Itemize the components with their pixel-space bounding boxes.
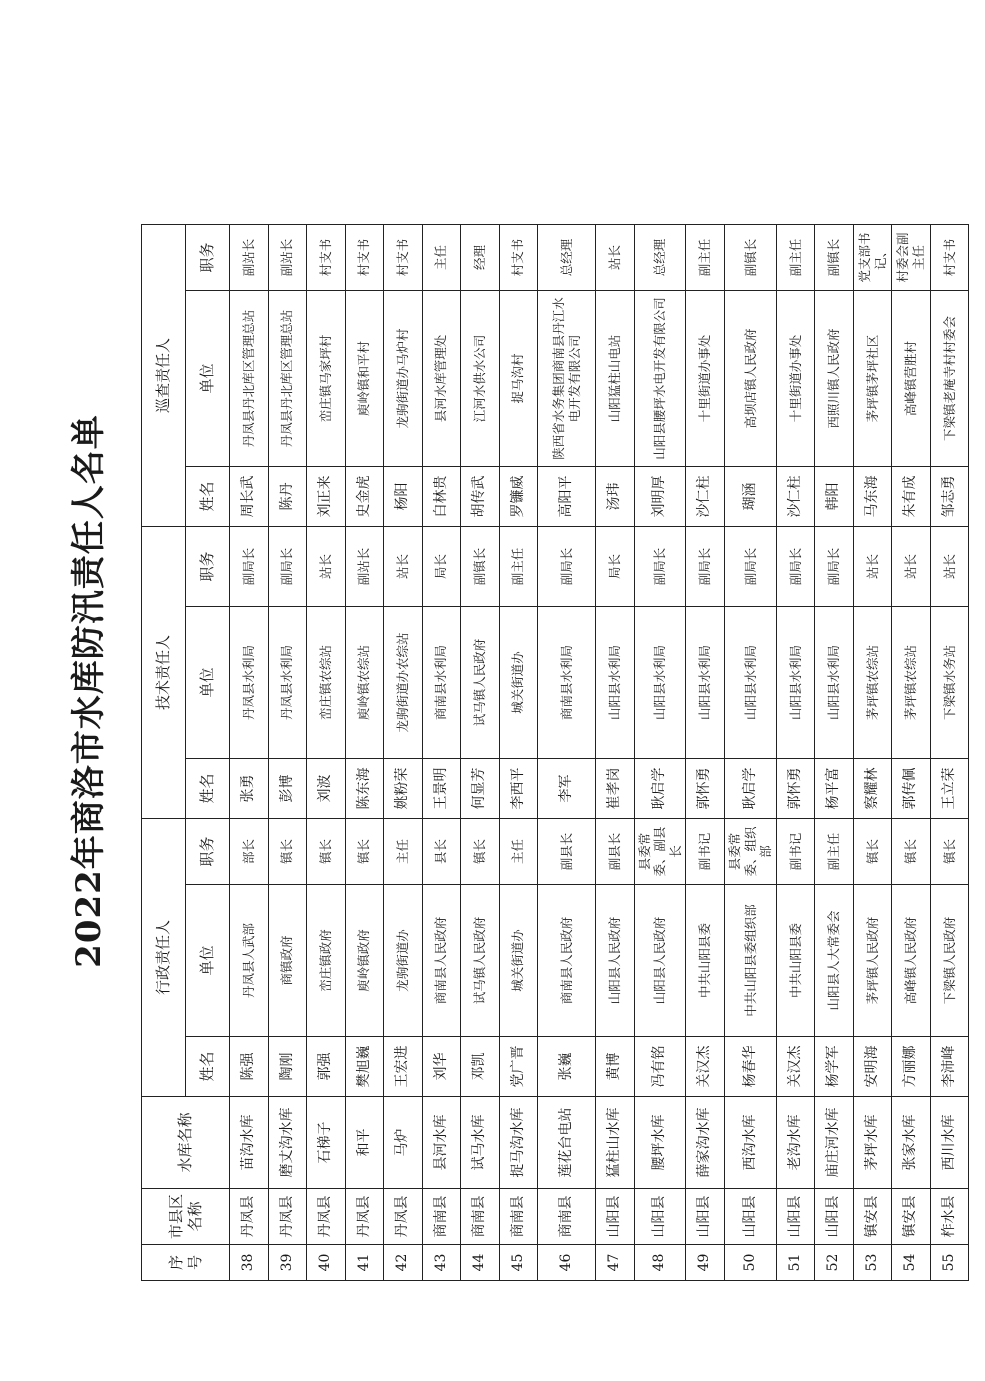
cell-admin-name: 陶刚 [268,1036,307,1096]
cell-patrol-name: 周长武 [229,466,268,526]
cell-seq: 38 [229,1244,268,1280]
cell-tech-unit: 城关街道办 [499,606,538,758]
cell-seq: 39 [268,1244,307,1280]
cell-county: 山阳县 [814,1188,853,1244]
cell-patrol-name: 马东海 [853,466,892,526]
cell-reservoir: 和平 [345,1096,384,1188]
table-row [853,224,892,1280]
cell-reservoir: 试马水库 [460,1096,499,1188]
rotated-page [53,11,957,1371]
cell-patrol-unit: 龙驹街道办马炉村 [383,290,422,466]
cell-seq: 46 [537,1244,595,1280]
cell-county: 丹凤县 [229,1188,268,1244]
cell-admin-name: 方丽娜 [891,1036,930,1096]
cell-patrol-unit: 山阳县腰坪水电开发有限公司 [634,290,686,466]
cell-tech-unit: 山阳县水利局 [634,606,686,758]
cell-admin-name: 张巍 [537,1036,595,1096]
cell-reservoir: 马炉 [383,1096,422,1188]
cell-reservoir: 茅坪水库 [853,1096,892,1188]
cell-admin-position: 镇长 [345,818,384,884]
cell-admin-name: 安明海 [853,1036,892,1096]
cell-tech-name: 郭怀勇 [685,758,724,818]
cell-patrol-name: 胡传武 [460,466,499,526]
cell-tech-name: 刘波 [306,758,345,818]
cell-seq: 54 [891,1244,930,1280]
cell-admin-unit: 商南县人民政府 [537,884,595,1036]
header-tech-unit: 单位 [185,606,229,758]
cell-reservoir: 石梯子 [306,1096,345,1188]
cell-patrol-unit: 茅坪镇茅坪社区 [853,290,892,466]
cell-patrol-position: 副站长 [229,224,268,290]
cell-admin-unit: 中共山阳县委 [685,884,724,1036]
cell-admin-position: 镇长 [891,818,930,884]
cell-tech-position: 副局长 [724,526,776,606]
cell-admin-position: 县委常委、副县长 [634,818,686,884]
table-row [306,224,345,1280]
cell-patrol-name: 邹志勇 [930,466,969,526]
cell-tech-unit: 试马镇人民政府 [460,606,499,758]
cell-tech-position: 站长 [891,526,930,606]
cell-admin-name: 王宏进 [383,1036,422,1096]
cell-reservoir: 西沟水库 [724,1096,776,1188]
header-tech-name: 姓名 [185,758,229,818]
cell-admin-position: 镇长 [930,818,969,884]
cell-patrol-unit: 江河水供水公司 [460,290,499,466]
cell-tech-name: 何显芳 [460,758,499,818]
cell-patrol-position: 副站长 [268,224,307,290]
cell-admin-position: 副县长 [595,818,634,884]
cell-admin-position: 主任 [383,818,422,884]
cell-county: 柞水县 [930,1188,969,1244]
cell-patrol-unit: 高峰镇营胜村 [891,290,930,466]
cell-admin-unit: 高峰镇人民政府 [891,884,930,1036]
cell-seq: 49 [685,1244,724,1280]
cell-patrol-unit: 下梁镇老庵寺村村委会 [930,290,969,466]
cell-seq: 45 [499,1244,538,1280]
cell-tech-position: 副局长 [229,526,268,606]
cell-admin-name: 关汉杰 [685,1036,724,1096]
cell-reservoir: 捉马沟水库 [499,1096,538,1188]
cell-county: 山阳县 [724,1188,776,1244]
cell-patrol-name: 罗镰威 [499,466,538,526]
cell-seq: 47 [595,1244,634,1280]
table-row [685,224,724,1280]
cell-patrol-unit: 丹凤县丹北库区管理总站 [229,290,268,466]
table-row [460,224,499,1280]
header-patrol-name: 姓名 [185,466,229,526]
cell-seq: 40 [306,1244,345,1280]
cell-reservoir: 庙庄河水库 [814,1096,853,1188]
cell-patrol-unit: 峦庄镇马家坪村 [306,290,345,466]
cell-admin-name: 陈强 [229,1036,268,1096]
header-admin-name: 姓名 [185,1036,229,1096]
cell-patrol-unit: 西照川镇人民政府 [814,290,853,466]
cell-seq: 53 [853,1244,892,1280]
header-seq: 序号 [141,1244,229,1280]
cell-admin-unit: 试马镇人民政府 [460,884,499,1036]
cell-patrol-name: 韩阳 [814,466,853,526]
cell-county: 丹凤县 [383,1188,422,1244]
header-patrol-group: 巡查责任人 [141,224,185,526]
cell-tech-name: 李西平 [499,758,538,818]
cell-admin-name: 冯有铭 [634,1036,686,1096]
cell-tech-unit: 山阳县水利局 [814,606,853,758]
cell-patrol-unit: 高坝店镇人民政府 [724,290,776,466]
cell-tech-unit: 丹凤县水利局 [268,606,307,758]
cell-patrol-position: 经理 [460,224,499,290]
cell-seq: 41 [345,1244,384,1280]
cell-admin-position: 镇长 [853,818,892,884]
cell-admin-unit: 峦庄镇政府 [306,884,345,1036]
responsibility-table [141,224,969,1281]
cell-tech-position: 副局长 [537,526,595,606]
cell-seq: 48 [634,1244,686,1280]
cell-admin-unit: 下梁镇人民政府 [930,884,969,1036]
header-admin-group: 行政责任人 [141,818,185,1096]
cell-reservoir: 磨丈沟水库 [268,1096,307,1188]
cell-tech-unit: 山阳县水利局 [685,606,724,758]
cell-patrol-position: 村支书 [499,224,538,290]
cell-tech-position: 站长 [306,526,345,606]
cell-admin-unit: 山阳县人民政府 [634,884,686,1036]
cell-tech-position: 站长 [853,526,892,606]
cell-patrol-position: 副镇长 [724,224,776,290]
cell-tech-position: 站长 [383,526,422,606]
cell-admin-name: 樊旭巍 [345,1036,384,1096]
cell-admin-unit: 龙驹街道办 [383,884,422,1036]
header-admin-unit: 单位 [185,884,229,1036]
cell-reservoir: 苗沟水库 [229,1096,268,1188]
cell-admin-unit: 丹凤县人武部 [229,884,268,1036]
cell-seq: 50 [724,1244,776,1280]
cell-county: 山阳县 [776,1188,815,1244]
cell-admin-name: 党广晋 [499,1036,538,1096]
table-row [345,224,384,1280]
cell-patrol-name: 沙仁柱 [685,466,724,526]
table-row [422,224,461,1280]
table-row [537,224,595,1280]
header-tech-position: 职务 [185,526,229,606]
cell-tech-name: 王立荣 [930,758,969,818]
cell-admin-unit: 山阳县人民政府 [595,884,634,1036]
cell-admin-position: 部长 [229,818,268,884]
cell-admin-unit: 庾岭镇政府 [345,884,384,1036]
cell-admin-position: 镇长 [306,818,345,884]
cell-tech-position: 站长 [930,526,969,606]
cell-patrol-position: 村委会副主任 [891,224,930,290]
cell-admin-position: 副书记 [685,818,724,884]
cell-county: 镇安县 [891,1188,930,1244]
cell-admin-name: 郭强 [306,1036,345,1096]
cell-patrol-name: 白林贵 [422,466,461,526]
cell-admin-name: 杨学军 [814,1036,853,1096]
cell-tech-unit: 商南县水利局 [422,606,461,758]
cell-tech-name: 姚粉荣 [383,758,422,818]
cell-county: 山阳县 [685,1188,724,1244]
cell-patrol-position: 村支书 [345,224,384,290]
table-row [724,224,776,1280]
header-admin-position: 职务 [185,818,229,884]
cell-admin-name: 关汉杰 [776,1036,815,1096]
cell-patrol-unit: 县河水库管理处 [422,290,461,466]
cell-tech-name: 耿启学 [634,758,686,818]
cell-patrol-position: 主任 [422,224,461,290]
cell-tech-position: 副镇长 [460,526,499,606]
cell-admin-position: 镇长 [460,818,499,884]
cell-patrol-unit: 十里街道办事处 [685,290,724,466]
cell-tech-position: 副局长 [268,526,307,606]
cell-admin-position: 县委常委、组织部 [724,818,776,884]
cell-admin-position: 副主任 [814,818,853,884]
cell-admin-unit: 城关街道办 [499,884,538,1036]
cell-reservoir: 莲花台电站 [537,1096,595,1188]
cell-admin-name: 邓凯 [460,1036,499,1096]
cell-tech-unit: 茅坪镇农综站 [891,606,930,758]
cell-tech-position: 副站长 [345,526,384,606]
cell-patrol-name: 刘正来 [306,466,345,526]
cell-seq: 43 [422,1244,461,1280]
cell-admin-name: 黄博 [595,1036,634,1096]
table-row [268,224,307,1280]
cell-patrol-position: 站长 [595,224,634,290]
cell-seq: 51 [776,1244,815,1280]
cell-tech-name: 彭博 [268,758,307,818]
table-row [814,224,853,1280]
cell-county: 丹凤县 [268,1188,307,1244]
cell-tech-position: 局长 [422,526,461,606]
cell-admin-position: 副书记 [776,818,815,884]
cell-patrol-position: 总经理 [634,224,686,290]
cell-tech-unit: 龙驹街道办农综站 [383,606,422,758]
cell-patrol-position: 村支书 [306,224,345,290]
cell-patrol-name: 高阳平 [537,466,595,526]
cell-patrol-unit: 捉马沟村 [499,290,538,466]
cell-tech-name: 耿启学 [724,758,776,818]
cell-county: 商南县 [460,1188,499,1244]
cell-reservoir: 张家水库 [891,1096,930,1188]
header-patrol-unit: 单位 [185,290,229,466]
cell-county: 商南县 [422,1188,461,1244]
cell-tech-name: 崔孝岗 [595,758,634,818]
table-row [634,224,686,1280]
header-reservoir: 水库名称 [141,1096,229,1188]
cell-seq: 44 [460,1244,499,1280]
cell-county: 丹凤县 [306,1188,345,1244]
cell-tech-name: 郭怀勇 [776,758,815,818]
table-row [891,224,930,1280]
cell-patrol-name: 杨阳 [383,466,422,526]
cell-admin-position: 副县长 [537,818,595,884]
cell-tech-name: 杨平富 [814,758,853,818]
cell-county: 丹凤县 [345,1188,384,1244]
cell-admin-unit: 山阳县人大常委会 [814,884,853,1036]
cell-patrol-name: 陈丹 [268,466,307,526]
cell-admin-name: 杨春华 [724,1036,776,1096]
cell-tech-name: 察耀林 [853,758,892,818]
cell-reservoir: 老沟水库 [776,1096,815,1188]
cell-patrol-unit: 丹凤县丹北库区管理总站 [268,290,307,466]
cell-county: 山阳县 [634,1188,686,1244]
cell-patrol-unit: 陕西省水务集团商南县丹江水电开发有限公司 [537,290,595,466]
cell-tech-unit: 山阳县水利局 [724,606,776,758]
cell-seq: 55 [930,1244,969,1280]
cell-tech-unit: 庾岭镇农综站 [345,606,384,758]
header-patrol-position: 职务 [185,224,229,290]
cell-patrol-position: 党支部书记、 [853,224,892,290]
cell-admin-position: 县长 [422,818,461,884]
cell-county: 商南县 [537,1188,595,1244]
cell-patrol-name: 汤玮 [595,466,634,526]
cell-tech-name: 李军 [537,758,595,818]
cell-reservoir: 西川水库 [930,1096,969,1188]
cell-admin-name: 刘华 [422,1036,461,1096]
table-row [499,224,538,1280]
cell-reservoir: 县河水库 [422,1096,461,1188]
table-row [229,224,268,1280]
cell-admin-unit: 中共山阳县委组织部 [724,884,776,1036]
table-row [930,224,969,1280]
table-row [776,224,815,1280]
cell-reservoir: 猛柱山水库 [595,1096,634,1188]
cell-patrol-name: 沙仁柱 [776,466,815,526]
cell-county: 商南县 [499,1188,538,1244]
document-title: 2022年商洛市水库防汛责任人名单 [68,413,109,968]
cell-patrol-name: 瑚涵 [724,466,776,526]
cell-tech-position: 副主任 [499,526,538,606]
cell-tech-unit: 茅坪镇农综站 [853,606,892,758]
cell-reservoir: 薛家沟水库 [685,1096,724,1188]
table-body [229,224,968,1280]
cell-patrol-name: 刘明厚 [634,466,686,526]
cell-county: 镇安县 [853,1188,892,1244]
cell-county: 山阳县 [595,1188,634,1244]
cell-admin-position: 镇长 [268,818,307,884]
cell-tech-name: 王景明 [422,758,461,818]
cell-reservoir: 腰坪水库 [634,1096,686,1188]
table-row [383,224,422,1280]
table-row [595,224,634,1280]
cell-patrol-unit: 十里街道办事处 [776,290,815,466]
header-tech-group: 技术责任人 [141,526,185,818]
cell-tech-position: 副局长 [776,526,815,606]
cell-tech-unit: 商南县水利局 [537,606,595,758]
cell-tech-name: 郭传佩 [891,758,930,818]
cell-tech-position: 局长 [595,526,634,606]
cell-admin-position: 主任 [499,818,538,884]
cell-patrol-name: 朱有成 [891,466,930,526]
cell-admin-unit: 茅坪镇人民政府 [853,884,892,1036]
cell-tech-unit: 山阳县水利局 [595,606,634,758]
cell-seq: 52 [814,1244,853,1280]
cell-tech-position: 副局长 [634,526,686,606]
cell-tech-unit: 下梁镇水务站 [930,606,969,758]
cell-seq: 42 [383,1244,422,1280]
cell-tech-unit: 峦庄镇农综站 [306,606,345,758]
cell-patrol-position: 副主任 [776,224,815,290]
cell-admin-unit: 商南县人民政府 [422,884,461,1036]
cell-patrol-position: 村支书 [383,224,422,290]
cell-tech-position: 副局长 [685,526,724,606]
cell-admin-unit: 商镇政府 [268,884,307,1036]
cell-tech-unit: 山阳县水利局 [776,606,815,758]
cell-admin-name: 李沛峰 [930,1036,969,1096]
cell-admin-unit: 中共山阳县委 [776,884,815,1036]
cell-patrol-name: 史金虎 [345,466,384,526]
cell-patrol-position: 副镇长 [814,224,853,290]
cell-patrol-unit: 山阳猛柱山电站 [595,290,634,466]
cell-tech-position: 副局长 [814,526,853,606]
cell-patrol-position: 村支书 [930,224,969,290]
cell-patrol-position: 总经理 [537,224,595,290]
cell-tech-name: 陈东海 [345,758,384,818]
cell-tech-name: 张勇 [229,758,268,818]
cell-patrol-position: 副主任 [685,224,724,290]
cell-tech-unit: 丹凤县水利局 [229,606,268,758]
header-county: 市县区名称 [141,1188,229,1244]
cell-patrol-unit: 庾岭镇和平村 [345,290,384,466]
